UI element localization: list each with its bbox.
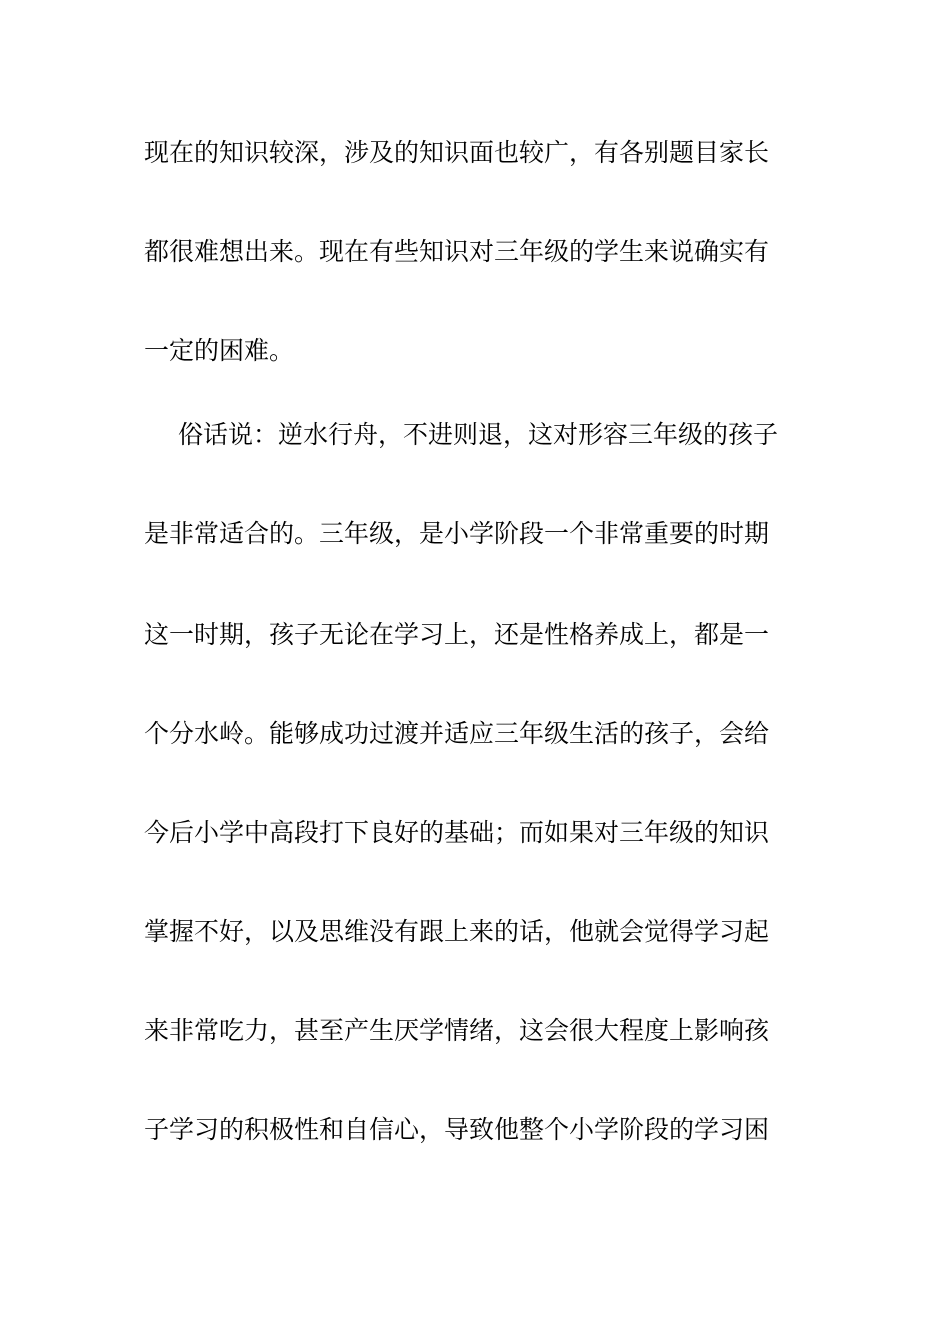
text-line: 来非常吃力，甚至产生厌学情绪，这会很大程度上影响孩 <box>144 1016 770 1045</box>
text-line: 都很难想出来。现在有些知识对三年级的学生来说确实有 <box>144 237 770 266</box>
text-line: 今后小学中高段打下良好的基础；而如果对三年级的知识 <box>144 818 770 847</box>
text-line: 掌握不好，以及思维没有跟上来的话，他就会觉得学习起 <box>144 917 770 946</box>
text-line: 一定的困难。 <box>144 336 295 365</box>
paragraph-first-line: 俗话说：逆水行舟，不进则退，这对形容三年级的孩子 <box>178 420 779 449</box>
text-line: 子学习的积极性和自信心，导致他整个小学阶段的学习困 <box>144 1115 770 1144</box>
text-line: 是非常适合的。三年级，是小学阶段一个非常重要的时期 <box>144 519 770 548</box>
text-line: 现在的知识较深，涉及的知识面也较广，有各别题目家长 <box>144 138 770 167</box>
text-line: 这一时期，孩子无论在学习上，还是性格养成上，都是一 <box>144 620 770 649</box>
text-line: 个分水岭。能够成功过渡并适应三年级生活的孩子，会给 <box>144 719 770 748</box>
